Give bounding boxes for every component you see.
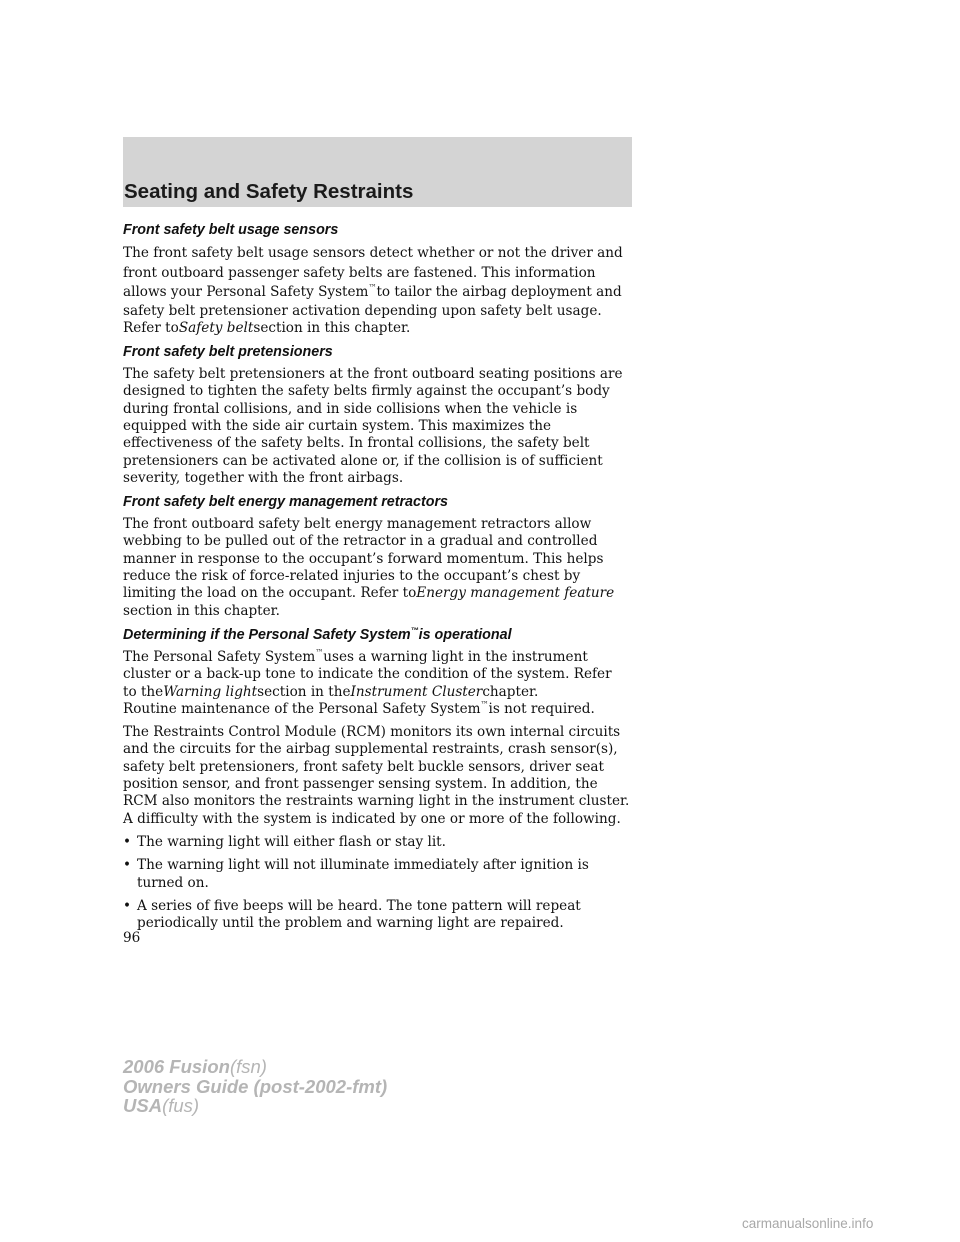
text-run: The Personal Safety System [123,648,316,665]
text-line: cluster or a back-up tone to indicate the condition of the system. Refer [123,666,612,683]
text-run: allows your Personal Safety System [123,284,369,300]
text-line: effectiveness of the safety belts. In frontal collisions, the safety belt [123,435,590,452]
text-run: Routine maintenance of the Personal Safety System [123,700,481,717]
document-footer [123,1057,387,1116]
text-line: section in this chapter. [123,602,280,619]
text-line: designed to tighten the safety belts firmly against the occupant’s body [123,383,610,400]
text-run: to tailor the airbag deployment and [376,284,622,300]
footer-line [123,1096,387,1116]
text-line: during frontal collisions, and in side collisions when the vehicle is [123,400,578,417]
text-line: webbing to be pulled out of the retractor in a gradual and controlled [123,533,598,550]
text-line [123,283,635,303]
list-item [123,834,635,851]
cross-reference-safety-belt: Safety belt [178,319,254,336]
watermark-link[interactable]: carmanualsonline.info [742,1216,874,1231]
footer-line: Owners Guide (post-2002-fmt) [123,1075,388,1097]
bullet-icon: • [123,833,132,850]
text-line: RCM also monitors the restraints warning light in the instrument cluster. [123,793,630,810]
text-run: section in the [257,683,351,700]
text-line: safety belt pretensioner activation depending upon safety belt usage. [123,302,602,319]
text-line: The front outboard safety belt energy management retractors allow [123,516,592,533]
text-line: reduce the risk of force-related injuries to the occupant’s chest by [123,568,581,585]
section-heading-usage-sensors: Front safety belt usage sensors [123,222,339,238]
text-line: front outboard passenger safety belts are fastened. This information [123,264,596,281]
text-line: The warning light will not illuminate immediately after ignition is [137,857,589,874]
page-title: Seating and Safety Restraints [124,180,414,203]
text-line: equipped with the side air curtain system. This maximizes the [123,417,552,434]
text-run: uses a warning light in the instrument [323,648,588,665]
trademark-symbol: ™ [368,283,377,292]
section-heading-pretensioners: Front safety belt pretensioners [123,344,333,361]
text-line: safety belt pretensioners, front safety belt buckle sensors, driver seat [123,758,604,775]
footer-market: USA [123,1095,163,1116]
text-line: and the circuits for the airbag supplemental restraints, crash sensor(s), [123,741,618,758]
text-run: limiting the load on the occupant. Refer to [123,585,417,602]
text-line: The Restraints Control Module (RCM) monitors its own internal circuits [123,724,621,741]
text-line [123,684,635,701]
text-line: The front safety belt usage sensors detect whether or not the driver and [123,245,623,261]
paragraph-usage-sensors [123,244,635,303]
text-run: Determining if the Personal Safety System [123,626,411,643]
text-line: periodically until the problem and warning light are repaired. [137,915,564,932]
text-line [123,320,635,337]
text-line: A difficulty with the system is indicated by one or more of the following. [123,810,621,827]
text-run: Refer to [123,319,179,336]
paragraph-usage-sensors-cont [123,303,635,338]
text-line: manner in response to the occupant’s forward momentum. This helps [123,550,604,567]
cross-reference-instrument-cluster: Instrument Cluster [350,683,483,700]
trademark-symbol: ™ [410,625,419,635]
text-line: turned on. [137,874,209,891]
trademark-symbol: ™ [315,647,324,657]
bullet-icon: • [123,897,132,914]
paragraph-retractors [123,516,635,620]
paragraph-pretensioners [123,366,635,487]
section-heading-retractors: Front safety belt energy management retractors [123,494,448,511]
list-item [123,857,635,892]
footer-code: (fsn) [229,1056,267,1077]
text-run: is not required. [488,700,595,717]
text-line: pretensioners can be activated alone or, if the collision is of sufficient [123,452,603,469]
page-content [123,221,635,938]
footer-model: 2006 Fusion [123,1056,230,1077]
section-heading-operational [123,626,635,644]
text-line: position sensor, and front passenger sensing system. In addition, the [123,776,598,793]
paragraph-operational-2 [123,724,635,828]
text-line [123,585,635,602]
text-line: The warning light will either flash or stay lit. [137,833,446,850]
bullet-icon: • [123,857,132,874]
text-line: severity, together with the front airbags. [123,469,404,486]
footer-market-code: (fus) [162,1095,200,1116]
text-line [123,649,635,666]
text-line [123,701,635,718]
text-run: chapter. [482,683,539,700]
text-run: to the [123,683,164,700]
paragraph-operational-1 [123,649,635,718]
cross-reference-warning-light: Warning light [163,683,258,700]
text-line: A series of five beeps will be heard. The tone pattern will repeat [137,897,581,914]
text-run: section in this chapter. [253,319,411,336]
trademark-symbol: ™ [480,699,489,709]
text-run: is operational [418,626,512,643]
footer-line [123,1057,387,1077]
page-number: 96 [123,930,141,946]
cross-reference-energy-management: Energy management feature [416,585,615,602]
text-line: The safety belt pretensioners at the front outboard seating positions are [123,366,623,383]
list-item [123,898,635,933]
